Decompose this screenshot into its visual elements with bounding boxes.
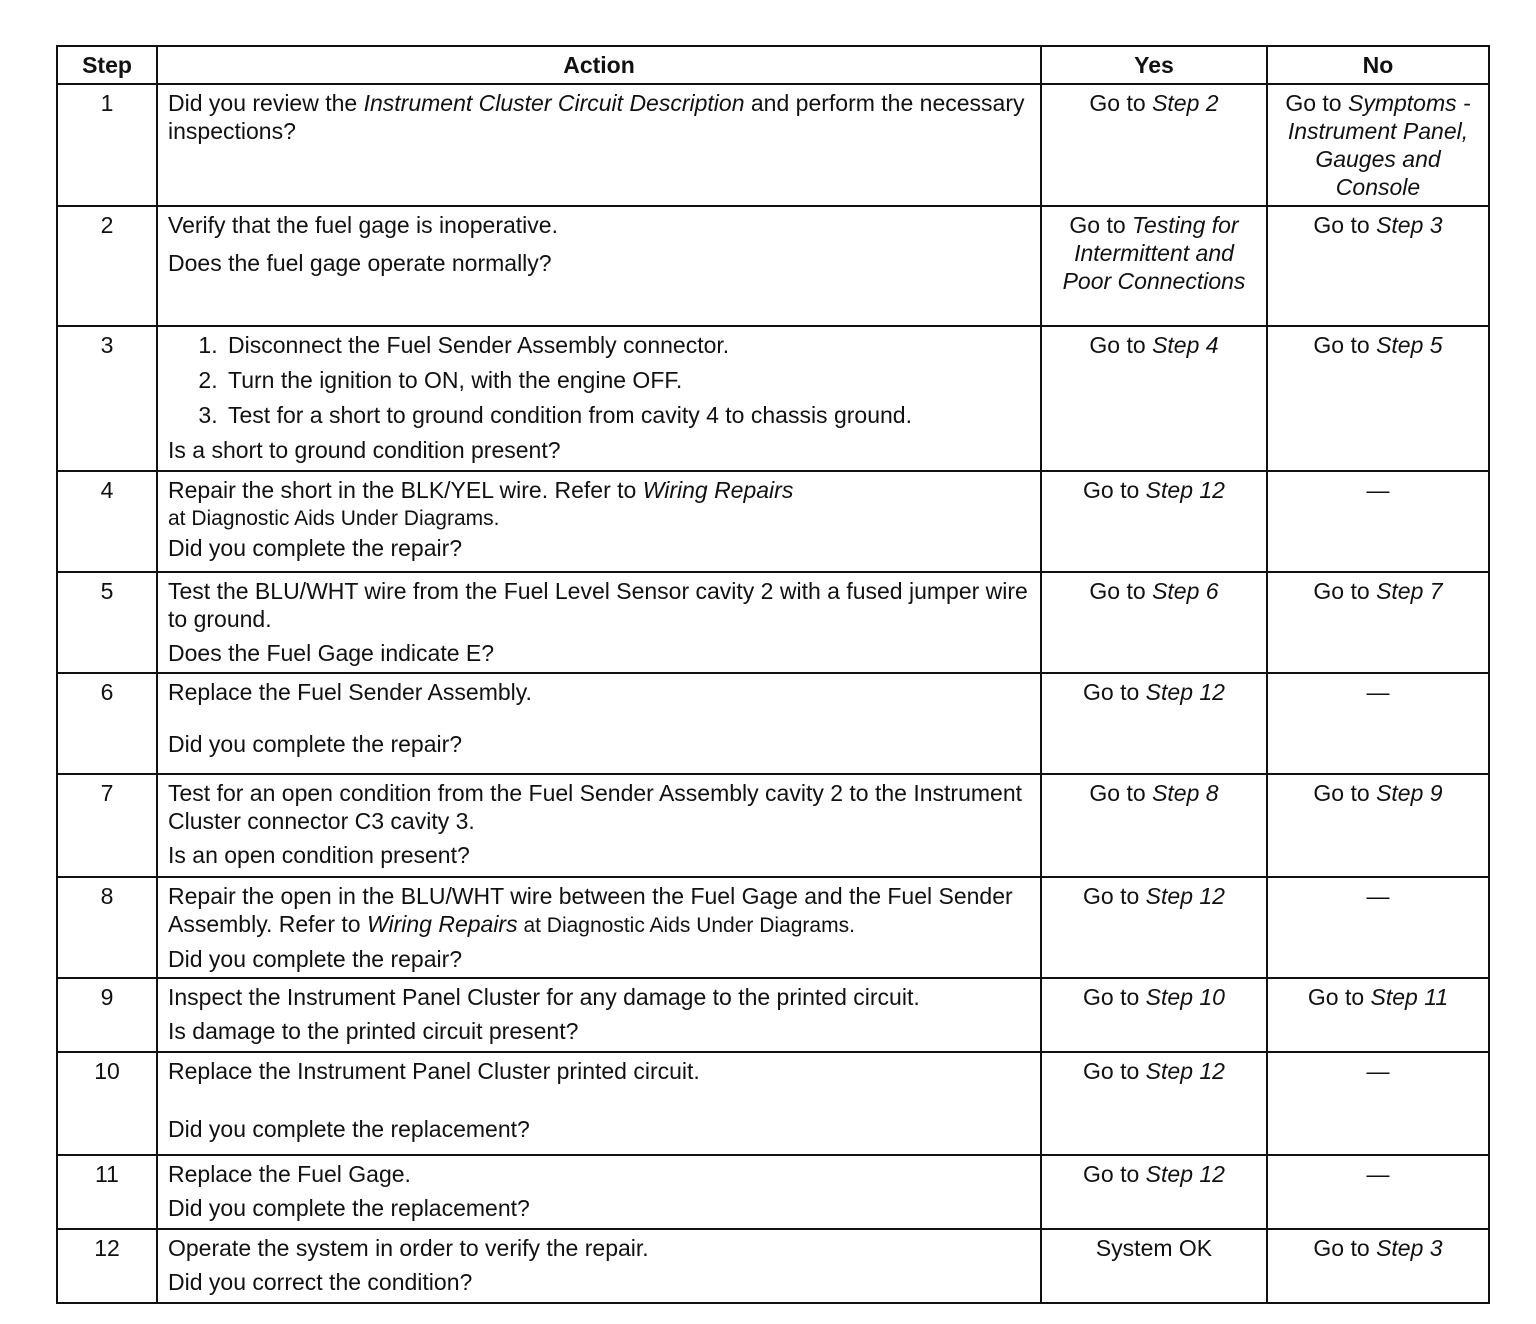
action-cell [157, 1229, 1041, 1303]
header-step: Step [57, 46, 157, 84]
action-cell [157, 471, 1041, 572]
table-row [57, 1052, 1489, 1155]
action-text: Inspect the Instrument Panel Cluster for any damage to the printed circuit. [168, 984, 920, 1011]
action-text: Did you review the Instrument Cluster Circuit Description and perform the necessary inspections? [168, 90, 1025, 145]
step-number: 8 [57, 877, 157, 978]
step-number: 12 [57, 1229, 157, 1303]
action-text: Replace the Fuel Gage. [168, 1161, 411, 1188]
table-row [57, 572, 1489, 673]
action-text: Operate the system in order to verify the repair. [168, 1235, 649, 1262]
yes-result: Go to Step 10 [1041, 978, 1267, 1052]
step-number: 6 [57, 673, 157, 774]
no-result: — [1267, 673, 1489, 774]
action-text: Test the BLU/WHT wire from the Fuel Level Sensor cavity 2 with a fused jumper wire to ground. [168, 578, 1028, 633]
table-row [57, 206, 1489, 326]
action-cell [157, 1052, 1041, 1155]
yes-result: Go to Step 12 [1041, 1052, 1267, 1155]
action-question: Did you complete the replacement? [168, 1116, 530, 1143]
step-number: 2 [57, 206, 157, 326]
table-row [57, 1155, 1489, 1229]
no-result: Go to Step 11 [1267, 978, 1489, 1052]
action-question: Did you correct the condition? [168, 1269, 473, 1296]
yes-result: Go to Step 12 [1041, 471, 1267, 572]
yes-result: Go to Step 12 [1041, 1155, 1267, 1229]
step-number: 9 [57, 978, 157, 1052]
table-row [57, 978, 1489, 1052]
yes-result: Go to Step 12 [1041, 877, 1267, 978]
yes-result: Go to Step 6 [1041, 572, 1267, 673]
table-row [57, 326, 1489, 471]
diagnostic-table [56, 45, 1490, 1304]
action-question: Did you complete the repair? [168, 945, 463, 972]
yes-result: Go to Step 8 [1041, 774, 1267, 877]
step-number: 5 [57, 572, 157, 673]
action-question: Did you complete the repair? [168, 534, 463, 561]
table-row [57, 673, 1489, 774]
header-yes: Yes [1041, 46, 1267, 84]
action-question: Is damage to the printed circuit present? [168, 1018, 579, 1045]
table-row [57, 877, 1489, 978]
no-result: Go to Step 9 [1267, 774, 1489, 877]
action-question: Does the Fuel Gage indicate E? [168, 640, 495, 667]
no-result: Go to Step 7 [1267, 572, 1489, 673]
action-question: Did you complete the replacement? [168, 1195, 530, 1222]
action-text-line2: at Diagnostic Aids Under Diagrams. [168, 507, 500, 531]
action-steps-list [168, 331, 1030, 429]
action-cell [157, 774, 1041, 877]
action-question: Did you complete the repair? [168, 731, 463, 758]
no-result: — [1267, 1155, 1489, 1229]
action-cell [157, 877, 1041, 978]
table-row [57, 1229, 1489, 1303]
list-item: 2. Turn the ignition to ON, with the engine OFF. [224, 366, 1030, 394]
header-no: No [1267, 46, 1489, 84]
action-cell [157, 206, 1041, 326]
step-number: 7 [57, 774, 157, 877]
action-text: Repair the open in the BLU/WHT wire between the Fuel Gage and the Fuel Sender Assembly. Refer to Wiring Repairs at Diagnostic Aids Under Diagrams. [168, 883, 1013, 938]
header-row [57, 46, 1489, 84]
step-number: 10 [57, 1052, 157, 1155]
step-number: 4 [57, 471, 157, 572]
action-text: Replace the Instrument Panel Cluster printed circuit. [168, 1058, 700, 1085]
action-text: Verify that the fuel gage is inoperative. [168, 212, 558, 239]
table-row [57, 774, 1489, 877]
action-cell [157, 572, 1041, 673]
no-result: — [1267, 471, 1489, 572]
action-text: Test for an open condition from the Fuel Sender Assembly cavity 2 to the Instrument Cluster connector C3 cavity 3. [168, 780, 1022, 835]
action-text: Repair the short in the BLK/YEL wire. Refer to Wiring Repairs [168, 477, 794, 504]
no-result: Go to Step 3 [1267, 1229, 1489, 1303]
action-cell [157, 326, 1041, 471]
yes-result: System OK [1041, 1229, 1267, 1303]
spacer [168, 706, 1030, 730]
no-result: — [1267, 1052, 1489, 1155]
list-item: 3. Test for a short to ground condition from cavity 4 to chassis ground. [224, 401, 1030, 429]
yes-result: Go to Step 2 [1041, 84, 1267, 206]
action-question: Is an open condition present? [168, 842, 470, 869]
step-number: 3 [57, 326, 157, 471]
step-number: 11 [57, 1155, 157, 1229]
spacer [168, 1085, 1030, 1115]
header-action: Action [157, 46, 1041, 84]
action-cell [157, 84, 1041, 206]
no-result: — [1267, 877, 1489, 978]
yes-result: Go to Testing for Intermittent and Poor Connections [1041, 206, 1267, 326]
action-cell [157, 978, 1041, 1052]
action-question: Does the fuel gage operate normally? [168, 250, 552, 277]
yes-result: Go to Step 4 [1041, 326, 1267, 471]
no-result: Go to Symptoms - Instrument Panel, Gauges and Console [1267, 84, 1489, 206]
no-result: Go to Step 3 [1267, 206, 1489, 326]
action-text: Replace the Fuel Sender Assembly. [168, 679, 532, 706]
no-result: Go to Step 5 [1267, 326, 1489, 471]
list-item: 1. Disconnect the Fuel Sender Assembly connector. [224, 331, 1030, 359]
action-question: Is a short to ground condition present? [168, 437, 561, 464]
table-row [57, 84, 1489, 206]
yes-result: Go to Step 12 [1041, 673, 1267, 774]
action-cell [157, 1155, 1041, 1229]
action-cell [157, 673, 1041, 774]
table-row [57, 471, 1489, 572]
step-number: 1 [57, 84, 157, 206]
